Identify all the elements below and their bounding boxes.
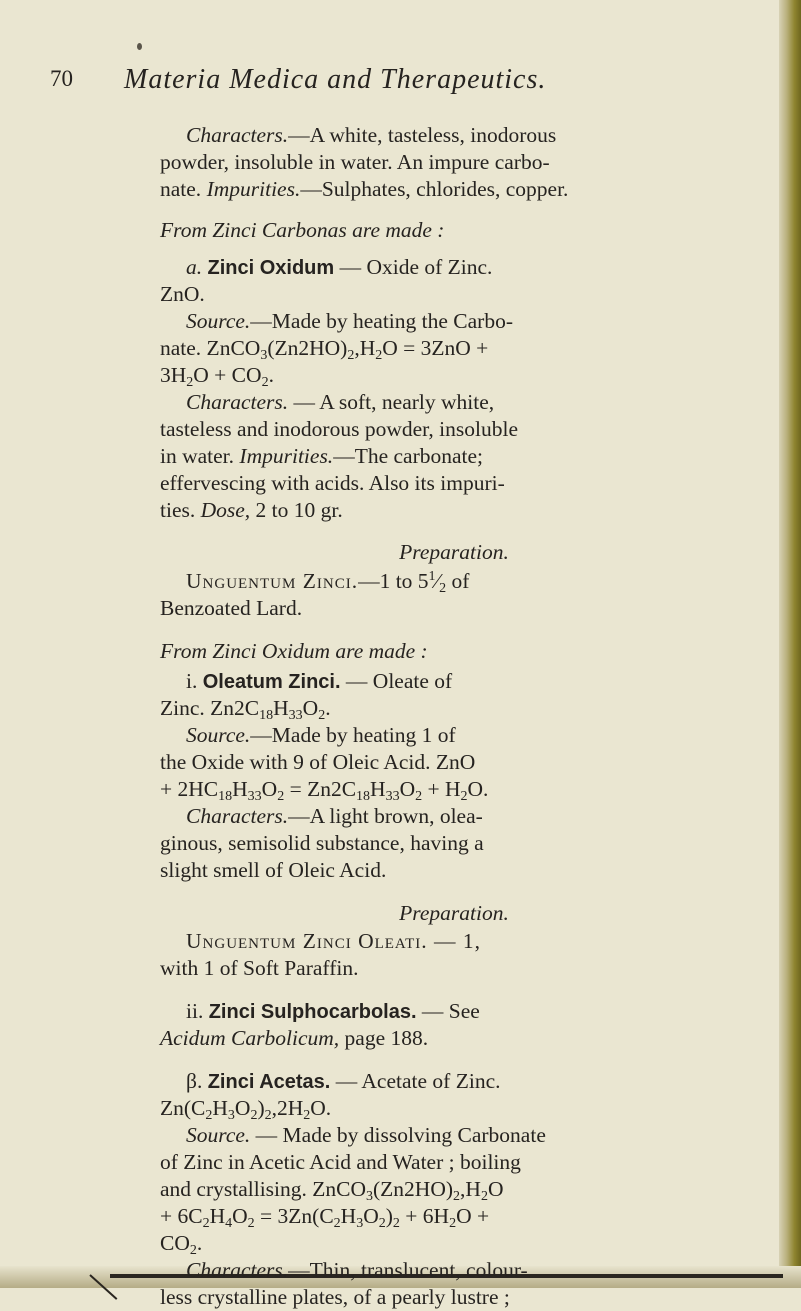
section-heading: From Zinci Oxidum are made : xyxy=(160,639,428,663)
text-line: Acidum Carbolicum, page 188. xyxy=(160,1026,429,1050)
section-heading: From Zinci Carbonas are made : xyxy=(160,218,445,242)
running-title: Materia Medica and Therapeutics. xyxy=(124,64,547,95)
entry-heading: β. Zinci Acetas. — Acetate of Zinc. xyxy=(186,1069,501,1093)
formula-line: nate. $ZnCO_3(Zn2HO)_2,H_2O = 3ZnO$ + xyxy=(160,336,489,363)
text-line: Characters.—A light brown, olea- xyxy=(186,804,483,828)
formula-line: + $2HC_{18}H_{33}O_2 = Zn2C_{18}H_{33}O_2 + H_2O$. xyxy=(160,777,489,804)
text-line: slight smell of Oleic Acid. xyxy=(160,858,387,882)
text-line: Characters. — A soft, nearly white, xyxy=(186,390,495,414)
text-line: Source. — Made by dissolving Carbonate xyxy=(186,1123,546,1147)
page-number: 70 xyxy=(50,66,73,91)
text-line: in water. Impurities.—The carbonate; xyxy=(160,444,484,468)
entry-heading: i. Oleatum Zinci. — Oleate of xyxy=(186,669,453,693)
formula-line: Zinc. $Zn2C_{18}H_{33}O_2$. xyxy=(160,696,331,723)
ink-speck xyxy=(137,43,142,50)
text-line: Source.—Made by heating 1 of xyxy=(186,723,456,747)
text-line: Unguentum Zinci Oleati. — 1, xyxy=(186,929,481,953)
text-line: Source.—Made by heating the Carbo- xyxy=(186,309,513,333)
text-line: less crystalline plates, of a pearly lustre ; xyxy=(160,1285,510,1309)
text-line: Benzoated Lard. xyxy=(160,596,303,620)
page-edge-shadow xyxy=(779,0,801,1288)
formula-line: + $6C_2H_4O_2 = 3Zn(C_2H_3O_2)_2 + 6H_2O$ + xyxy=(160,1204,490,1231)
entry-heading: a. Zinci Oxidum — Oxide of Zinc. xyxy=(186,255,493,279)
text-line: with 1 of Soft Paraffin. xyxy=(160,956,359,980)
formula-line: and crystallising. $ZnCO_3(Zn2HO)_2,H_2O$ xyxy=(160,1177,504,1204)
text-line: of Zinc in Acetic Acid and Water ; boiling xyxy=(160,1150,521,1174)
formula-line: ZnO. xyxy=(160,282,205,306)
entry-heading: ii. Zinci Sulphocarbolas. — See xyxy=(186,999,480,1023)
text-line: Characters.—A white, tasteless, inodorous xyxy=(186,123,557,147)
text-line: Unguentum Zinci.—1 to $5^1⁄_2$ of xyxy=(186,568,470,596)
text-line: tasteless and inodorous powder, insoluble xyxy=(160,417,519,441)
text-line: ties. Dose, 2 to 10 gr. xyxy=(160,498,343,522)
text-line: nate. Impurities.—Sulphates, chlorides, copper. xyxy=(160,177,569,201)
preparation-heading: Preparation. xyxy=(399,540,509,564)
formula-line: $Zn(C_2H_3O_2)_2,2H_2O$. xyxy=(160,1096,332,1123)
text-line: effervescing with acids. Also its impuri- xyxy=(160,471,505,495)
formula-line: $3H_2O + CO_2$. xyxy=(160,363,274,390)
text-line: ginous, semisolid substance, having a xyxy=(160,831,484,855)
formula-line: $CO_2$. xyxy=(160,1231,203,1258)
running-head xyxy=(50,64,690,104)
text-line: powder, insoluble in water. An impure carbo- xyxy=(160,150,550,174)
text-line: the Oxide with 9 of Oleic Acid. ZnO xyxy=(160,750,476,774)
text-line: Characters.—Thin, translucent, colour- xyxy=(186,1258,528,1282)
preparation-heading: Preparation. xyxy=(399,901,509,925)
